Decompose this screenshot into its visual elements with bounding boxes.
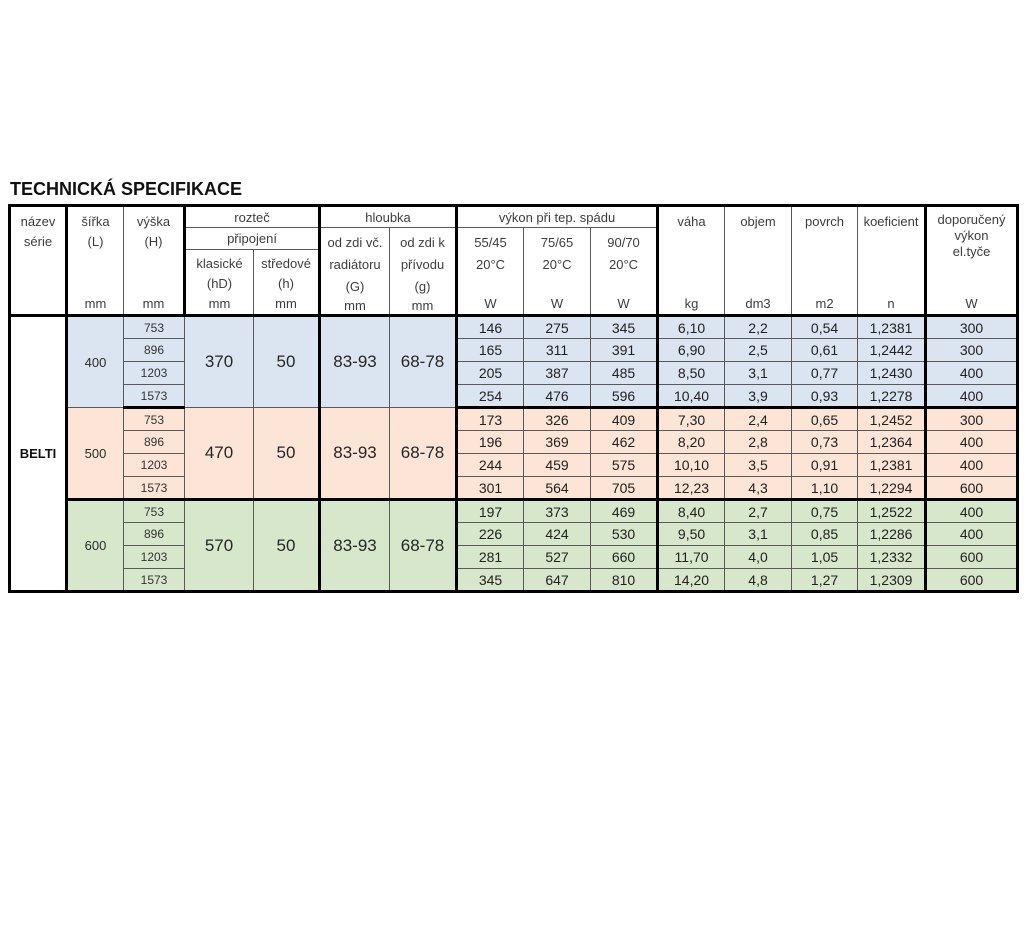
- table-row: [10, 408, 1018, 431]
- weight-cell: 9,50: [658, 523, 725, 546]
- header-label: doporučený: [937, 211, 1006, 227]
- depth-g2-cell: 68-78: [390, 316, 457, 408]
- header-label: výkon: [954, 227, 989, 243]
- header-label: 20°C: [475, 257, 506, 272]
- volume-cell: 3,1: [725, 362, 792, 385]
- table-row: [10, 569, 1018, 592]
- surface-cell: 0,65: [792, 408, 858, 431]
- power-55-45-cell: 173: [457, 408, 524, 431]
- surface-cell: 0,77: [792, 362, 858, 385]
- header-label: (H): [144, 233, 163, 249]
- power-55-45-cell: 281: [457, 546, 524, 569]
- power-75-65-cell: 527: [524, 546, 591, 569]
- volume-cell: 2,5: [725, 339, 792, 362]
- stredove-cell: 50: [254, 500, 320, 592]
- power-75-65-cell: 564: [524, 477, 591, 500]
- unit-label: mm: [208, 296, 231, 311]
- col-header-objem: [725, 206, 792, 316]
- header-label: 90/70: [607, 235, 640, 250]
- col-header-klasicke: [185, 250, 254, 316]
- col-header-doporuceny-vykon: [926, 206, 1018, 316]
- power-90-70-cell: 409: [591, 408, 658, 431]
- recommended-power-cell: 400: [926, 500, 1018, 523]
- height-cell: 1573: [124, 569, 185, 592]
- power-90-70-cell: 485: [591, 362, 658, 385]
- volume-cell: 3,5: [725, 454, 792, 477]
- header-label: objem: [740, 213, 776, 229]
- header-label: přívodu: [400, 257, 445, 272]
- power-75-65-cell: 275: [524, 316, 591, 339]
- recommended-power-cell: 400: [926, 523, 1018, 546]
- recommended-power-cell: 300: [926, 339, 1018, 362]
- power-75-65-cell: 369: [524, 431, 591, 454]
- surface-cell: 1,10: [792, 477, 858, 500]
- col-header-stredove: [254, 250, 320, 316]
- header-label: 20°C: [609, 257, 639, 272]
- height-cell: 896: [124, 339, 185, 362]
- volume-cell: 2,8: [725, 431, 792, 454]
- header-label: (h): [278, 276, 294, 291]
- header-label: (G): [345, 279, 365, 294]
- weight-cell: 8,50: [658, 362, 725, 385]
- power-90-70-cell: 469: [591, 500, 658, 523]
- header-label: středové: [261, 256, 311, 271]
- power-90-70-cell: 391: [591, 339, 658, 362]
- surface-cell: 1,05: [792, 546, 858, 569]
- coefficient-cell: 1,2381: [858, 454, 926, 477]
- header-label: série: [23, 233, 53, 249]
- header-label: váha: [677, 213, 706, 229]
- power-55-45-cell: 205: [457, 362, 524, 385]
- header-label: výška: [136, 213, 171, 229]
- surface-cell: 0,75: [792, 500, 858, 523]
- power-55-45-cell: 165: [457, 339, 524, 362]
- power-90-70-cell: 660: [591, 546, 658, 569]
- unit-label: dm3: [745, 295, 771, 311]
- weight-cell: 11,70: [658, 546, 725, 569]
- surface-cell: 0,91: [792, 454, 858, 477]
- volume-cell: 3,1: [725, 523, 792, 546]
- power-90-70-cell: 810: [591, 569, 658, 592]
- recommended-power-cell: 600: [926, 477, 1018, 500]
- power-75-65-cell: 373: [524, 500, 591, 523]
- power-90-70-cell: 575: [591, 454, 658, 477]
- volume-cell: 2,7: [725, 500, 792, 523]
- weight-cell: 6,10: [658, 316, 725, 339]
- power-90-70-cell: 530: [591, 523, 658, 546]
- table-row: [10, 339, 1018, 362]
- recommended-power-cell: 400: [926, 454, 1018, 477]
- height-cell: 1203: [124, 362, 185, 385]
- power-75-65-cell: 647: [524, 569, 591, 592]
- power-75-65-cell: 459: [524, 454, 591, 477]
- depth-g2-cell: 68-78: [390, 500, 457, 592]
- header-label: název: [20, 213, 56, 229]
- header-label: od zdi k: [400, 235, 445, 250]
- table-row: [10, 477, 1018, 500]
- series-name-cell: BELTI: [10, 316, 67, 592]
- height-cell: 896: [124, 431, 185, 454]
- depth-g-cell: 83-93: [320, 316, 390, 408]
- power-75-65-cell: 424: [524, 523, 591, 546]
- power-75-65-cell: 387: [524, 362, 591, 385]
- coefficient-cell: 1,2286: [858, 523, 926, 546]
- unit-label: mm: [344, 298, 366, 313]
- weight-cell: 6,90: [658, 339, 725, 362]
- height-cell: 896: [124, 523, 185, 546]
- table-row: [10, 523, 1018, 546]
- col-header-koeficient: [858, 206, 926, 316]
- group-header-vykon: výkon při tep. spádu: [457, 206, 658, 228]
- header-label: 55/45: [474, 235, 507, 250]
- unit-label: W: [617, 296, 630, 311]
- height-cell: 1203: [124, 546, 185, 569]
- unit-label: mm: [411, 298, 434, 313]
- volume-cell: 4,3: [725, 477, 792, 500]
- col-header-povrch: [792, 206, 858, 316]
- power-55-45-cell: 196: [457, 431, 524, 454]
- unit-label: kg: [684, 295, 699, 311]
- height-cell: 753: [124, 408, 185, 431]
- surface-cell: 0,73: [792, 431, 858, 454]
- weight-cell: 10,40: [658, 385, 725, 408]
- recommended-power-cell: 600: [926, 546, 1018, 569]
- header-label: koeficient: [863, 213, 919, 229]
- coefficient-cell: 1,2452: [858, 408, 926, 431]
- unit-label: n: [887, 295, 895, 311]
- unit-label: W: [965, 295, 978, 311]
- height-cell: 1573: [124, 477, 185, 500]
- technical-specification-table: [8, 204, 1019, 593]
- stredove-cell: 50: [254, 316, 320, 408]
- header-label: 75/65: [540, 235, 574, 250]
- recommended-power-cell: 600: [926, 569, 1018, 592]
- table-row: [10, 431, 1018, 454]
- unit-label: mm: [84, 295, 107, 311]
- weight-cell: 8,40: [658, 500, 725, 523]
- header-label: (g): [414, 279, 431, 294]
- coefficient-cell: 1,2278: [858, 385, 926, 408]
- surface-cell: 0,54: [792, 316, 858, 339]
- col-header-temp-75-65: [524, 228, 591, 316]
- unit-label: W: [550, 296, 564, 311]
- height-cell: 1573: [124, 385, 185, 408]
- power-75-65-cell: 326: [524, 408, 591, 431]
- unit-label: mm: [275, 296, 297, 311]
- coefficient-cell: 1,2430: [858, 362, 926, 385]
- col-header-vyska: [124, 206, 185, 316]
- header-label: povrch: [805, 213, 845, 229]
- table-row: [10, 500, 1018, 523]
- weight-cell: 7,30: [658, 408, 725, 431]
- power-55-45-cell: 146: [457, 316, 524, 339]
- unit-label: mm: [142, 295, 165, 311]
- group-header-roztec: rozteč: [185, 206, 320, 228]
- volume-cell: 4,8: [725, 569, 792, 592]
- surface-cell: 0,85: [792, 523, 858, 546]
- height-cell: 753: [124, 316, 185, 339]
- coefficient-cell: 1,2294: [858, 477, 926, 500]
- header-label: (L): [87, 233, 104, 249]
- table-row: [10, 316, 1018, 339]
- col-header-sirka: [67, 206, 124, 316]
- stredove-cell: 50: [254, 408, 320, 500]
- coefficient-cell: 1,2522: [858, 500, 926, 523]
- header-label: od zdi vč.: [327, 235, 383, 250]
- col-header-od-zdi-radiatoru: [320, 228, 390, 316]
- coefficient-cell: 1,2332: [858, 546, 926, 569]
- unit-label: m2: [815, 295, 834, 311]
- power-55-45-cell: 197: [457, 500, 524, 523]
- surface-cell: 0,93: [792, 385, 858, 408]
- col-header-temp-55-45: [457, 228, 524, 316]
- width-cell: 500: [67, 408, 124, 500]
- height-cell: 753: [124, 500, 185, 523]
- volume-cell: 2,2: [725, 316, 792, 339]
- power-55-45-cell: 345: [457, 569, 524, 592]
- klasicke-cell: 370: [185, 316, 254, 408]
- recommended-power-cell: 400: [926, 362, 1018, 385]
- klasicke-cell: 470: [185, 408, 254, 500]
- header-label: klasické: [196, 256, 243, 271]
- power-90-70-cell: 705: [591, 477, 658, 500]
- table-row: [10, 546, 1018, 569]
- recommended-power-cell: 300: [926, 316, 1018, 339]
- width-cell: 600: [67, 500, 124, 592]
- power-55-45-cell: 226: [457, 523, 524, 546]
- weight-cell: 8,20: [658, 431, 725, 454]
- recommended-power-cell: 400: [926, 431, 1018, 454]
- header-label: šířka: [81, 213, 110, 229]
- page-title: TECHNICKÁ SPECIFIKACE: [10, 179, 243, 199]
- header-label: el.tyče: [952, 243, 991, 259]
- volume-cell: 4,0: [725, 546, 792, 569]
- col-header-vaha: [658, 206, 725, 316]
- depth-g-cell: 83-93: [320, 408, 390, 500]
- power-55-45-cell: 301: [457, 477, 524, 500]
- weight-cell: 12,23: [658, 477, 725, 500]
- height-cell: 1203: [124, 454, 185, 477]
- weight-cell: 10,10: [658, 454, 725, 477]
- power-55-45-cell: 254: [457, 385, 524, 408]
- coefficient-cell: 1,2309: [858, 569, 926, 592]
- coefficient-cell: 1,2442: [858, 339, 926, 362]
- coefficient-cell: 1,2381: [858, 316, 926, 339]
- volume-cell: 3,9: [725, 385, 792, 408]
- col-header-nazev-serie: [10, 206, 67, 316]
- col-header-od-zdi-privodu: [390, 228, 457, 316]
- depth-g-cell: 83-93: [320, 500, 390, 592]
- power-75-65-cell: 476: [524, 385, 591, 408]
- width-cell: 400: [67, 316, 124, 408]
- table-row: [10, 362, 1018, 385]
- header-label: radiátoru: [329, 257, 381, 272]
- header-label: 20°C: [542, 257, 572, 272]
- surface-cell: 0,61: [792, 339, 858, 362]
- group-header-hloubka: hloubka: [320, 206, 457, 228]
- power-75-65-cell: 311: [524, 339, 591, 362]
- coefficient-cell: 1,2364: [858, 431, 926, 454]
- group-header-pripojeni: připojení: [185, 228, 320, 250]
- volume-cell: 2,4: [725, 408, 792, 431]
- power-90-70-cell: 345: [591, 316, 658, 339]
- recommended-power-cell: 400: [926, 385, 1018, 408]
- power-55-45-cell: 244: [457, 454, 524, 477]
- power-90-70-cell: 462: [591, 431, 658, 454]
- unit-label: W: [484, 296, 497, 311]
- table-row: [10, 454, 1018, 477]
- recommended-power-cell: 300: [926, 408, 1018, 431]
- power-90-70-cell: 596: [591, 385, 658, 408]
- table-row: [10, 385, 1018, 408]
- col-header-temp-90-70: [591, 228, 658, 316]
- klasicke-cell: 570: [185, 500, 254, 592]
- header-label: (hD): [206, 276, 233, 291]
- surface-cell: 1,27: [792, 569, 858, 592]
- weight-cell: 14,20: [658, 569, 725, 592]
- depth-g2-cell: 68-78: [390, 408, 457, 500]
